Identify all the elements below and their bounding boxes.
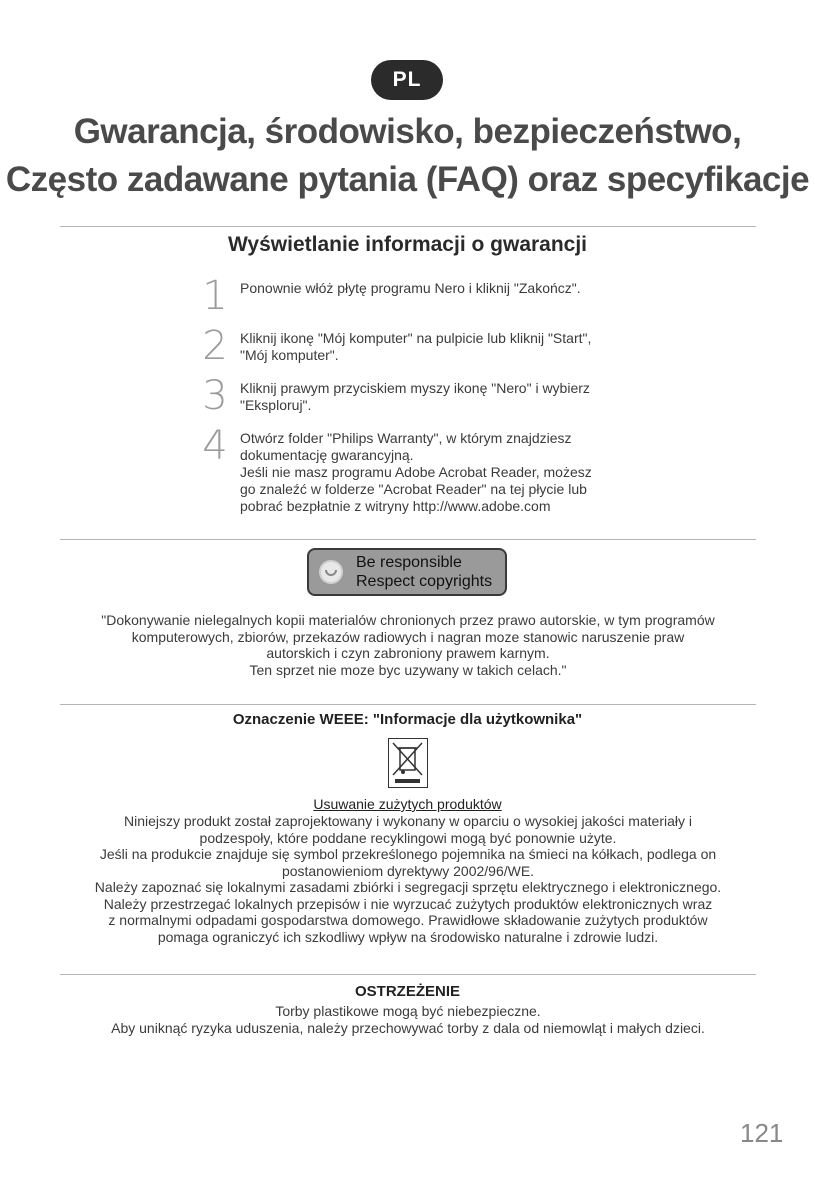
weee-line: podzespoły, które poddane recyklingowi mogą być ponownie użyte. [199, 829, 617, 846]
page-title-line-2: Często zadawane pytania (FAQ) oraz specyfikacje [5, 160, 810, 199]
weee-line: z normalnymi odpadami gospodarstwa domowego. Prawidłowe składowanie zużytych produktów [108, 912, 708, 928]
step-text-3 [240, 380, 640, 414]
step-4-line: Jeśli nie masz programu Adobe Acrobat Reader, możesz [240, 464, 592, 480]
weee-line: Niniejszy produkt został zaprojektowany i wykonany w oparciu o wysokiej jakości materiały i [123, 813, 692, 829]
respect-copyrights-badge [307, 548, 507, 596]
weee-line: Należy zapoznać się lokalnymi zasadami zbiórki i segregacji sprzętu elektrycznego i elektronicznego. [94, 879, 722, 895]
step-number-4: 4 [202, 423, 228, 469]
weee-body [60, 813, 756, 945]
step-text-1 [240, 280, 640, 297]
step-3-line: "Eksploruj". [240, 397, 312, 413]
weee-line: postanowieniom dyrektywy 2002/96/WE. [281, 862, 535, 879]
warning-line: Aby uniknąć ryzyka uduszenia, należy przechowywać torby z dala od niemowląt i małych dzieci. [111, 1019, 705, 1036]
step-2-line: Kliknij ikonę "Mój komputer" na pulpicie lub kliknij "Start", [240, 330, 592, 346]
weee-line: Należy przestrzegać lokalnych przepisów i nie wyrzucać zużytych produktów elektronicznych wraz [103, 895, 713, 912]
copyright-line: autorskich i czyn zabroniony prawem karnym. [266, 645, 550, 661]
copyright-line: "Dokonywanie nielegalnych kopii materialów chronionych przez prawo autorskie, w tym programów [101, 612, 715, 628]
warranty-heading: Wyświetlanie informacji o gwarancji [227, 233, 588, 256]
crossed-bin-icon [388, 738, 428, 788]
weee-heading: Oznaczenie WEEE: "Informacje dla użytkownika" [232, 711, 583, 728]
divider [60, 974, 756, 975]
divider [60, 704, 756, 705]
step-number-1: 1 [202, 273, 228, 319]
divider [60, 539, 756, 540]
weee-line: pomaga ograniczyć ich szkodliwy wpływ na środowisko naturalne i zdrowie ludzi. [157, 928, 659, 945]
language-badge: PL [371, 60, 443, 100]
step-2-line: "Mój komputer". [240, 347, 339, 363]
page-number: 121 [740, 1118, 784, 1148]
copyright-circle-icon [319, 560, 343, 584]
copyright-line: komputerowych, zbiorów, przekazów radiowych i nagran moze stanowic naruszenie praw [131, 628, 685, 645]
step-3-line: Kliknij prawym przyciskiem myszy ikonę "Nero" i wybierz [240, 380, 590, 396]
step-text-2 [240, 330, 640, 364]
step-text-4 [240, 430, 640, 515]
step-4-line: dokumentację gwarancyjną. [240, 447, 414, 463]
copyright-notice [60, 612, 756, 678]
step-1-line: Ponownie włóż płytę programu Nero i kliknij "Zakończ". [240, 280, 581, 296]
step-number-3: 3 [202, 373, 228, 419]
step-4-line: go znaleźć w folderze "Acrobat Reader" na tej płycie lub [240, 481, 587, 497]
page-title-line-1: Gwarancja, środowisko, bezpieczeństwo, [73, 112, 742, 151]
step-4-line: Otwórz folder "Philips Warranty", w którym znajdziesz [240, 430, 572, 446]
step-number-2: 2 [202, 323, 228, 369]
badge-line-2: Respect copyrights [356, 573, 493, 590]
weee-line: Jeśli na produkcie znajduje się symbol przekreślonego pojemnika na śmieci na kółkach, podlega on [99, 846, 717, 862]
warning-line: Torby plastikowe mogą być niebezpieczne. [275, 1003, 541, 1019]
step-4-line: pobrać bezpłatnie z witryny http://www.adobe.com [240, 498, 551, 514]
weee-subheading: Usuwanie zużytych produktów [313, 796, 502, 812]
warning-heading: OSTRZEŻENIE [354, 983, 460, 1000]
divider [60, 226, 756, 227]
badge-line-1: Be responsible [356, 554, 462, 571]
copyright-line: Ten sprzet nie moze byc uzywany w takich celach." [249, 661, 567, 678]
warning-body [60, 1003, 756, 1036]
